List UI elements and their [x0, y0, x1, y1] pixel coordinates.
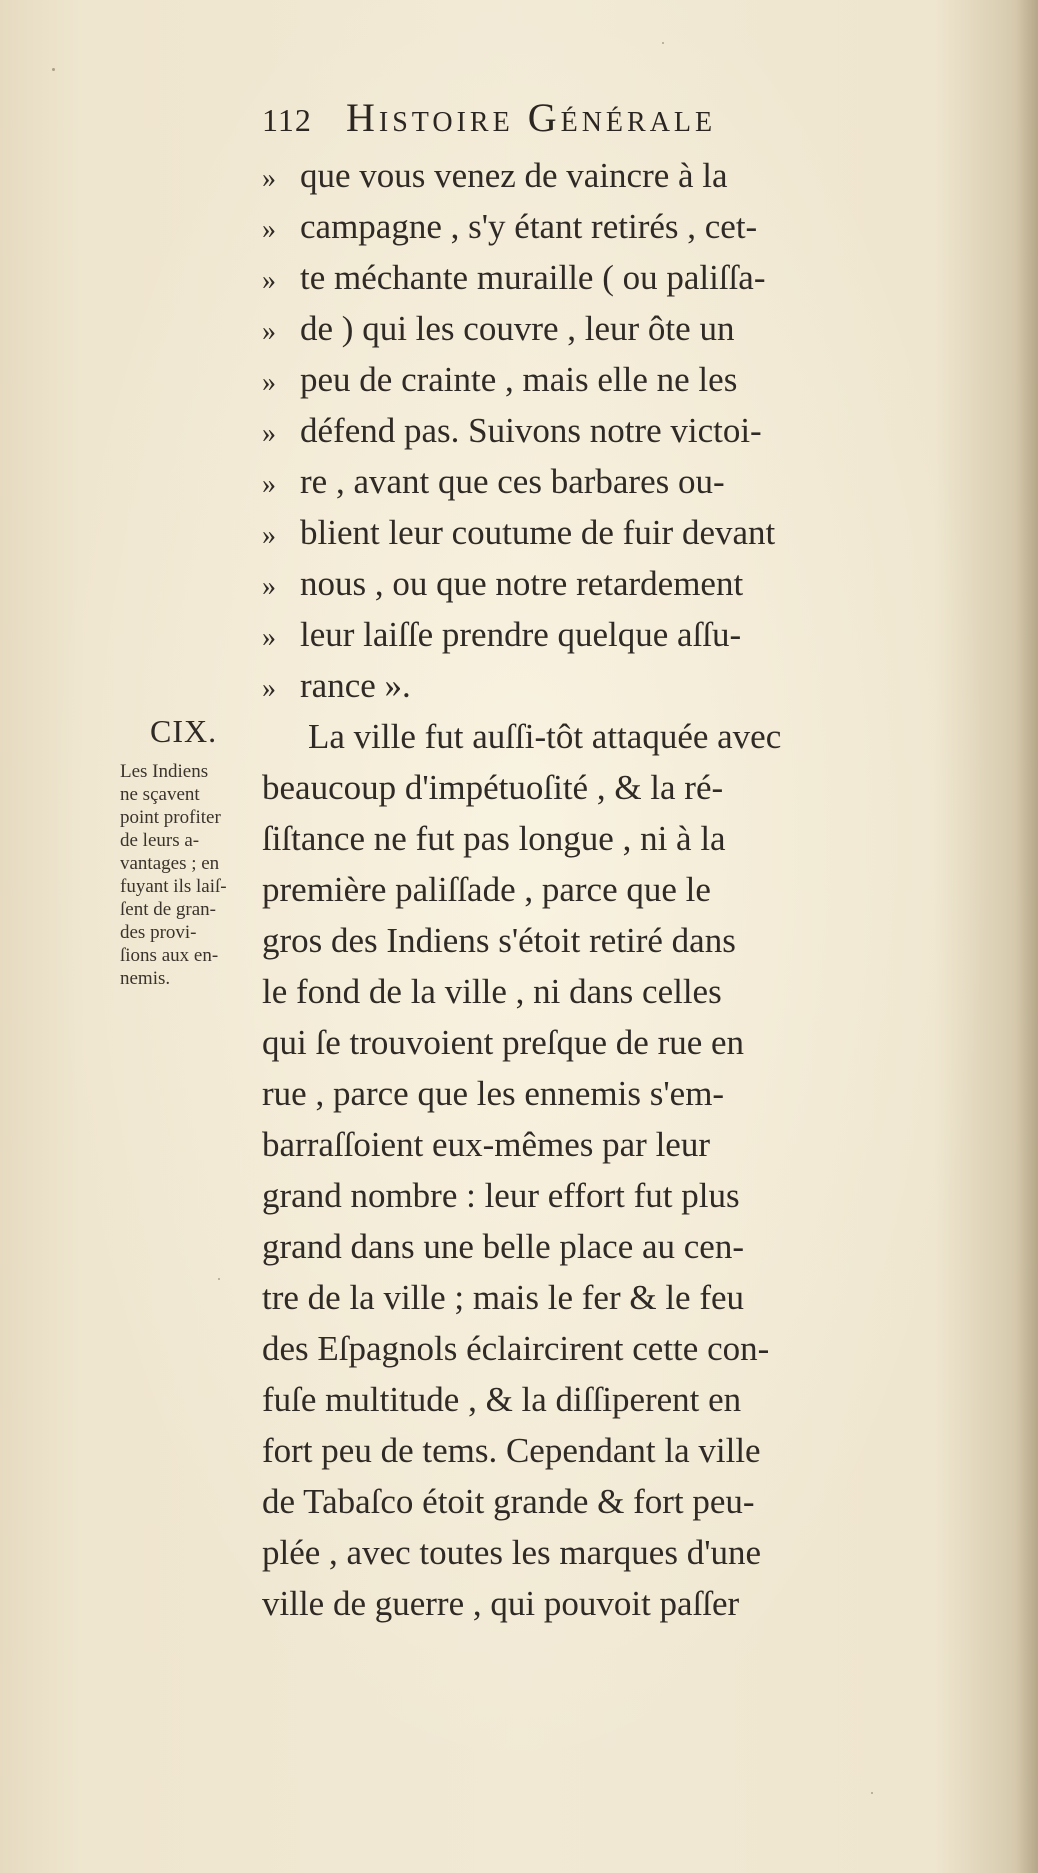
- quote-mark: »: [262, 622, 276, 653]
- page-number: 112: [262, 102, 312, 138]
- text-line: » blient leur coutume de fuir devant: [262, 507, 982, 558]
- marginal-note: [120, 760, 248, 990]
- quote-mark: »: [262, 214, 276, 245]
- quote-mark: »: [262, 571, 276, 602]
- quote-mark: »: [262, 469, 276, 500]
- paper-speck: [871, 1792, 873, 1794]
- page-edge-shadow: [1016, 0, 1038, 1873]
- quote-mark: »: [262, 163, 276, 194]
- quote-mark: »: [262, 265, 276, 296]
- section-number: CIX.: [150, 713, 218, 749]
- marginal-note-line: fuyant ils laiſ-: [120, 876, 227, 897]
- text-line: grand dans une belle place au cen-: [262, 1227, 744, 1266]
- marginal-note-line: ſent de gran-: [120, 899, 217, 920]
- text-line: le fond de la ville , ni dans celles: [262, 972, 722, 1011]
- text-line: beaucoup d'impétuoſité , & la ré-: [262, 768, 724, 807]
- text-line: » de ) qui les couvre , leur ôte un: [262, 303, 982, 354]
- text-line: des Eſpagnols éclaircirent cette con-: [262, 1329, 770, 1368]
- text-line: » défend pas. Suivons notre victoi-: [262, 405, 982, 456]
- text-line: première paliſſade , parce que le: [262, 870, 711, 909]
- text-line: ville de guerre , qui pouvoit paſſer: [262, 1584, 740, 1623]
- text-line: fuſe multitude , & la diſſiperent en: [262, 1380, 742, 1419]
- text-line: de Tabaſco étoit grande & fort peu-: [262, 1482, 755, 1521]
- marginal-note-line: Les Indiens: [120, 761, 209, 782]
- running-title: Histoire Générale: [346, 95, 717, 140]
- text-line: plée , avec toutes les marques d'une: [262, 1533, 762, 1572]
- text-line: fort peu de tems. Cependant la ville: [262, 1431, 761, 1470]
- text-line: » re , avant que ces barbares ou-: [262, 456, 982, 507]
- paragraph-first-line: La ville fut auſſi-tôt attaquée avec: [308, 717, 782, 756]
- main-text: [262, 150, 982, 1629]
- quote-mark: »: [262, 520, 276, 551]
- marginal-note-line: ne sçavent: [120, 784, 200, 805]
- text-line: grand nombre : leur effort fut plus: [262, 1176, 740, 1215]
- text-line: » te méchante muraille ( ou paliſſa-: [262, 252, 982, 303]
- quote-mark: »: [262, 367, 276, 398]
- text-line: » leur laiſſe prendre quelque aſſu-: [262, 609, 982, 660]
- text-line: tre de la ville ; mais le fer & le feu: [262, 1278, 745, 1317]
- text-line: ſiſtance ne fut pas longue , ni à la: [262, 819, 726, 858]
- text-line: » nous , ou que notre retardement: [262, 558, 982, 609]
- quote-mark: »: [262, 673, 276, 704]
- text-line: » peu de crainte , mais elle ne les: [262, 354, 982, 405]
- quote-mark: »: [262, 316, 276, 347]
- marginal-note-line: nemis.: [120, 968, 171, 989]
- paper-speck: [662, 42, 664, 44]
- paper-speck: [218, 1278, 220, 1280]
- text-line: barraſſoient eux-mêmes par leur: [262, 1125, 710, 1164]
- text-line: » rance ».: [262, 660, 982, 711]
- text-line: gros des Indiens s'étoit retiré dans: [262, 921, 736, 960]
- paper-speck: [52, 68, 55, 71]
- running-header: [262, 92, 982, 144]
- marginal-note-line: de leurs a-: [120, 830, 200, 851]
- quote-mark: »: [262, 418, 276, 449]
- text-line: rue , parce que les ennemis s'em-: [262, 1074, 725, 1113]
- marginal-note-line: des provi-: [120, 922, 197, 943]
- marginal-note-line: ſions aux en-: [120, 945, 219, 966]
- text-line: qui ſe trouvoient preſque de rue en: [262, 1023, 745, 1062]
- marginal-note-line: point profiter: [120, 807, 221, 828]
- text-line: » que vous venez de vaincre à la: [262, 150, 982, 201]
- marginal-note-line: vantages ; en: [120, 853, 220, 874]
- text-line: » campagne , s'y étant retirés , cet-: [262, 201, 982, 252]
